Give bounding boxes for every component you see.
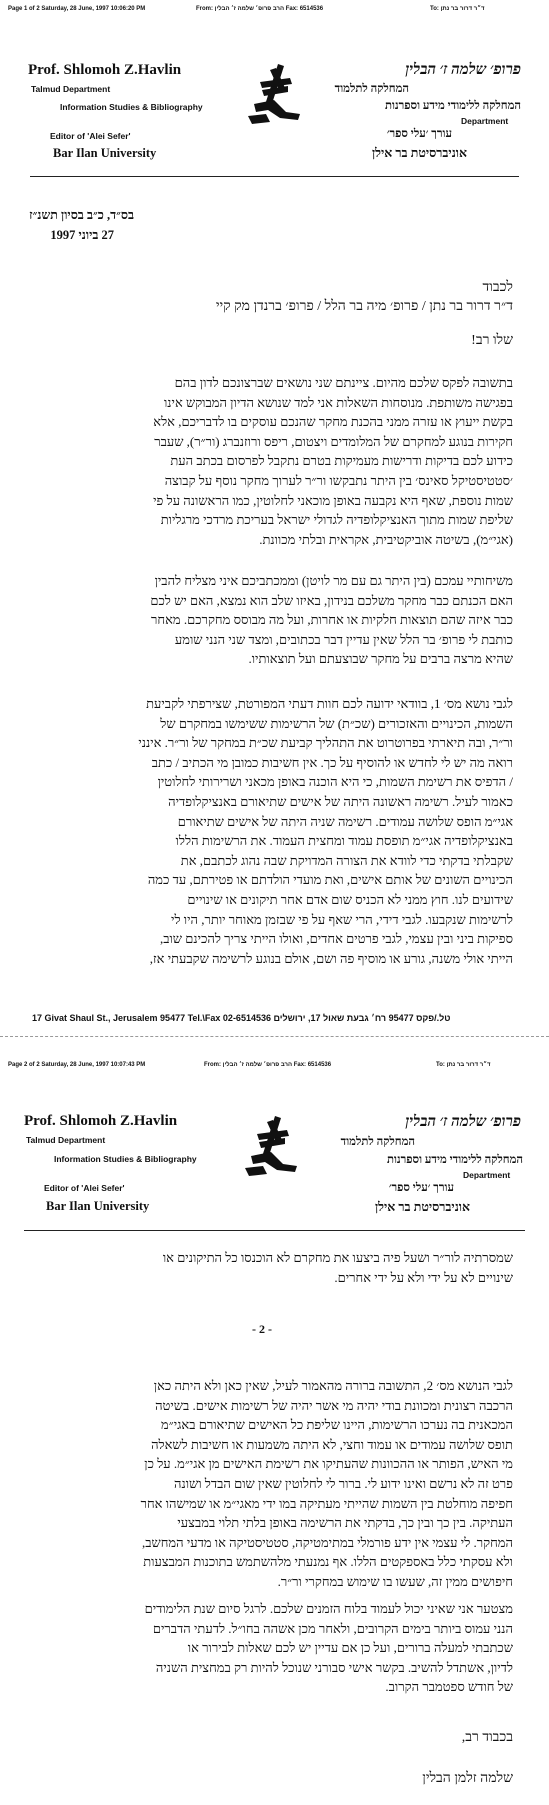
text-line: חיפושים ממין זה, שעשו בו שימוש במחקרי ור״ר.: [277, 1573, 513, 1589]
paragraph-1: [34, 373, 513, 549]
text-line: ולא עסקתי כלל באספקטים הללו. אף נמנעתי מלהשתמש בתוכנות המבצעות: [143, 1554, 513, 1570]
paragraph-3: [34, 694, 513, 968]
closing: בכבוד רב,: [461, 1730, 513, 1745]
text-line: / הדפיס את רשימת השמות, כי היא הוכנה באופן מכאני ושרירותי לחלוטין: [157, 774, 513, 790]
letterhead-name-en: Prof. Shlomoh Z.Havlin: [28, 62, 182, 78]
date-hebrew: בס״ד, כ״ב בסיון תשנ״ז: [29, 208, 134, 222]
text-line: הרכבה רצונית ומכוונת בודי יהיה מי אשר יהיה של רשימות אישים. בשיטה: [155, 1397, 513, 1413]
text-line: האם הכנתם כבר מחקר משלכם בנידון, באיזו שלב הוא נמצא, האם יש לכם: [150, 592, 513, 608]
text-line: שמות נוספת, שאף היא נקבעה באופן מוכאני לחלוטין, כמו הראשונה על פי: [153, 492, 513, 508]
letterhead-name-he: פרופ׳ שלמה ז׳ הבלין: [405, 1114, 521, 1130]
text-line: ׳סטטיסטיקל סאינס׳ בין היתר נתבקשו ור״ר לערוך מחקר נוסף על קבוצה: [164, 472, 513, 488]
text-line: שמסרתיה לור״ר ושעל פיה ביצעו את מחקרם לא הוכנסו כל התיקונים או: [162, 1250, 513, 1265]
text-line: ספיקות ביני ובין עצמי, לגבי פרטים אחדים, ואולו הייתי צריך להכינם שוב,: [159, 931, 513, 947]
text-line: רואה מה יש לי לחדש או להוסיף על כך. אין חשיבות כמובן מי הכתיב / כתב: [151, 754, 513, 770]
text-line: השמות, הכינויים והאזכורים (שכ״ת) של הרשימות ששימשו במחקרם של: [160, 715, 513, 731]
letterhead-editor-en: Editor of 'Alei Sefer': [44, 1183, 125, 1193]
letterhead-editor-he: עורך ׳עלי ספר׳: [388, 1182, 454, 1194]
text-line: (אגי״מ), בשיטה אוביקטיבית, אקראית ובלתי מכוונת.: [259, 531, 513, 547]
text-line: חפיפה מוחלטת בין השמות שהייתי מעתיקה במו ידי מאגי״מ או שמישהו אחר: [140, 1495, 513, 1511]
letterhead-dept-en: Talmud Department: [26, 1135, 106, 1145]
fax-from: From: הרב פרופ׳ שלמה ז׳ הבלין Fax: 6514536: [204, 1062, 332, 1068]
letterhead-department-label: Department: [463, 1170, 511, 1180]
text-line: שהיא מרצה ברבים על מחקר שבוצעתם ועל תוצאותיו.: [248, 651, 513, 667]
text-line: לגבי נושא מס׳ 1, בוודאי ידועה לכם חוות דעתי המפורטת, שצירפתי לקביעת: [146, 696, 513, 711]
letterhead-university-en: Bar Ilan University: [53, 146, 157, 160]
fax-from: From: הרב פרופ׳ שלמה ז׳ הבלין Fax: 6514536: [196, 6, 324, 12]
page-number: - 2 -: [252, 1322, 272, 1336]
date-gregorian: 27 ביוני 1997: [50, 228, 114, 242]
text-line: העתיקה. בין כך ובין כך, בדקתי את הרשימה באופן בלתי תלוי במבצעי: [177, 1515, 513, 1531]
text-line: המחקר. לי עצמי אין ידע פורמלי במתימטיקה, סטטיסטיקה או מדעי המחשב,: [141, 1534, 513, 1550]
greeting: שלו רב!: [471, 333, 513, 348]
text-line: חקירות בנוגע למחקרם של המלומדים ויצטום, ריפס ורוזנברג (ור״ר), שעבר: [154, 433, 513, 449]
letterhead-dept-en: Talmud Department: [31, 84, 111, 94]
letterhead-name-en: Prof. Shlomoh Z.Havlin: [24, 1113, 178, 1129]
letterhead-divider: [24, 1230, 525, 1231]
text-line: כידוע לכם בדיקות ודרישות מעמיקות בטרם נתקבל לפרסום בכתב העת: [170, 453, 513, 469]
letterhead-dept2-en: Information Studies & Bibliography: [54, 1154, 197, 1164]
text-line: פרט זה לא נרשם ואינו ידוע לי. ברור לי לחלוטין שאין שום הבדל ושונה: [173, 1475, 513, 1491]
text-line: בפגישה משותפת. מנוסחות השאלות אני למד שנושא הדיון המבוקש אינו: [163, 394, 513, 410]
letterhead-university-he: אוניברסיטת בר אילן: [374, 1200, 470, 1214]
text-line: בתשובה לפקס שלכם מהיום. ציינתם שני נושאים שברצונכם לדון בהם: [174, 375, 513, 390]
paragraph-5: [34, 1599, 513, 1697]
letterhead-university-en: Bar Ilan University: [46, 1199, 150, 1213]
text-line: תופס שלושה עמודים או עמוד וחצי, לא היתה משמעות או חשיבות לשאלה: [151, 1436, 513, 1452]
letter-footer-address: 17 Givat Shaul St., Jerusalem 95477 Tel.\Fax 02-6514536 טל./פקס 95477 רח׳ גבעת שאול 17, ירושלים: [32, 1013, 451, 1023]
university-logo-icon: [240, 60, 310, 130]
text-line: של חודש ספטמבר הקרוב.: [385, 1679, 513, 1695]
continuation-paragraph: [34, 1248, 513, 1287]
text-line: שידועים לנו. חוץ ממני לא הכניס שום אדם אחר תיקונים או שינויים: [187, 891, 513, 907]
paragraph-4: [34, 1376, 513, 1592]
text-line: כותבת לי פרופ׳ בר הלל שאין עדיין דבר בכתובים, ומצד שני הנני שומע: [174, 631, 513, 647]
signature: שלמה זלמן הבלין: [422, 1771, 513, 1786]
university-logo-icon: [237, 1112, 307, 1182]
text-line: שינויים לא על ידי ולא על ידי אחרים.: [334, 1269, 513, 1285]
fax-page-2: [0, 1040, 549, 1805]
paragraph-2: [34, 571, 513, 669]
text-line: הכינויים השונים של אותם אישים, ואת מועדי הולדתם או פטירתם, עד כמה: [147, 872, 513, 888]
letterhead-editor-he: עורך ׳עלי ספר׳: [386, 128, 452, 140]
letterhead-department-label: Department: [461, 116, 509, 126]
text-line: הנני עמוס ביותר בימים הקרובים, ולאחר מכן אשהה בחו״ל. לדעתי הדברים: [152, 1620, 513, 1636]
text-line: המכאנית בה נערכו הרשימות, היינו שליפת כל האישים שתיאורם באגי״מ: [161, 1417, 513, 1433]
fax-to: To: ד״ר דרור בר נתן: [430, 6, 485, 12]
letterhead-editor-en: Editor of 'Alei Sefer': [50, 131, 131, 141]
text-line: לדיון, אשתדל להשיב. בקשר אישי סבורני שנוכל להיות רק במחצית השניה: [155, 1659, 513, 1675]
page-separator: [0, 1036, 549, 1037]
text-line: מצטער אני שאיני יכול לעמוד בלוח הזמנים שלכם. לרגל סיום שנת הלימודים: [144, 1601, 513, 1616]
text-line: שקבלתי בדקתי כדי לוודא את הצורה המדויקת שבה נהוג לכתבם, את: [180, 852, 513, 868]
text-line: ור״ר, ובה תיארתי בפרוטרוט את התהליך קביעת שכ״ת במחקר של ור״ר. אינני: [138, 735, 513, 751]
text-line: כאמור לעיל. רשימה ראשונה היתה של אישים שתיאורם באנציקלופדיה: [168, 793, 513, 809]
fax-page-info: Page 2 of 2 Saturday, 28 June, 1997 10:07:43 PM: [8, 1062, 146, 1068]
letterhead-dept2-en: Information Studies & Bibliography: [60, 102, 203, 112]
letterhead-divider: [30, 176, 519, 177]
text-line: בקשת ייעוץ או עזרה ממני בהכנת מחקר שהנכם עוסקים בו לדבריכם, אלא: [153, 414, 513, 430]
text-line: כבר איזה שהם תוצאות חלקיות או אחרות, ועל מה מבוסס מחקרכם. מאחר: [151, 612, 513, 628]
letterhead-dept2-he: המחלקה ללימודי מידע וספרנות: [386, 1154, 523, 1166]
letterhead-dept-he: המחלקה לתלמוד: [334, 83, 409, 95]
text-line: אגי״מ הופס שלושה עמודים. רשימה שניה היתה של אישים שתיאורם: [177, 813, 513, 829]
text-line: משיחותיי עמכם (בין היתר גם עם מר לויטן) וממכתביכם איני מצליח להבין: [154, 573, 513, 588]
text-line: מי האיש, הפותר או ההכוונות שהעתיקו את רשימת האישים מן אגי״מ. על כן: [144, 1456, 513, 1472]
letterhead-university-he: אוניברסיטת בר אילן: [371, 146, 467, 160]
fax-to: To: ד״ר דרור בר נתן: [436, 1062, 491, 1068]
text-line: שכתבתי למעלה ברורים, ועל כן אם עדיין יש לכם שאלות לבירור או: [187, 1640, 513, 1656]
recipients: ד״ר דרור בר נתן / פרופ׳ מיה בר הלל / פרופ׳ ברנדן מק קיי: [215, 299, 513, 314]
fax-page-info: Page 1 of 2 Saturday, 28 June, 1997 10:06:20 PM: [8, 6, 146, 12]
letterhead-dept2-he: המחלקה ללימודי מידע וספרנות: [384, 100, 521, 112]
letterhead-name-he: פרופ׳ שלמה ז׳ הבלין: [405, 62, 521, 78]
text-line: הייתי אולי משנה, גורע או מוסיף פה ושם, אולם בנוגע לרשימה שקבעתי אז,: [149, 950, 513, 966]
text-line: שליפת שמות מתוך האנציקלופדיה לגדולי ישראל בעריכת מרדכי מרגליות: [160, 512, 513, 528]
text-line: לרשימות שנקבעו. לגבי דידי, הרי שאף על פי שבזמן מאוחר יותר, היו לי: [171, 911, 513, 927]
salutation-to: לכבוד: [482, 280, 513, 295]
letterhead-dept-he: המחלקה לתלמוד: [340, 1136, 415, 1148]
text-line: לגבי הנושא מס׳ 2, התשובה ברורה מהאמור לעיל, שאין כאן ולא היתה כאן: [153, 1378, 513, 1393]
text-line: באנציקלופדיה אגי״מ תופסת עמוד ומחצית העמוד. את הרשימות הללו: [175, 833, 513, 849]
